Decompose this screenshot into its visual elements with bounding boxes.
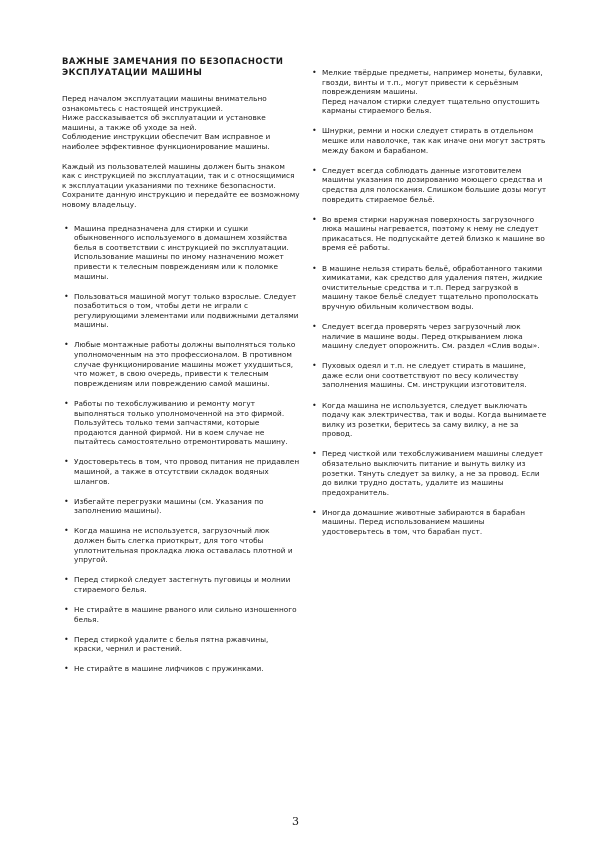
list-item-text: • Перед стиркой удалите с белья пятна ржавчины, краски, чернил и растений. — [74, 634, 269, 654]
list-item-text: • Перед чисткой или техобслуживанием машины следует обязательно выключить питание и вынуть вилку из розетки. Тянуть следует за вилку, а не за провод. Если до вилки трудно достать, удалите из машины предохранитель. — [322, 449, 544, 497]
list-item — [62, 605, 300, 624]
list-item — [62, 340, 300, 388]
list-item-text: Использование машины по иному назначению может привести к телесным повреждениям или к поломке машины. — [74, 252, 284, 281]
title-line-1: ВАЖНЫЕ ЗАМЕЧАНИЯ ПО БЕЗОПАСНОСТИ — [62, 56, 284, 66]
list-item — [62, 635, 300, 654]
list-item — [310, 68, 548, 116]
list-item — [310, 264, 548, 312]
list-item — [62, 224, 300, 282]
list-item-text: • Удостоверьтесь в том, что провод питания не придавлен машиной, а также в отсутствии складок водяных шлангов. — [74, 457, 300, 486]
list-item-text: • Следует всегда проверять через загрузочный люк наличие в машине воды. Перед открыванием люка машину следует опорожнить. См. раздел «Слив воды». — [322, 321, 540, 351]
list-item-text: • Пуховых одеял и т.п. не следует стирать в машине, даже если они соответствуют по весу количеству заполнения машины. См. инструкции изготовителя. — [322, 361, 527, 390]
right-column — [310, 68, 548, 547]
list-item-text: • Не стирайте в машине лифчиков с пружинками. — [74, 664, 264, 674]
intro-paragraph — [62, 94, 300, 152]
list-item — [310, 361, 548, 390]
list-item — [62, 526, 300, 564]
list-item — [310, 215, 548, 253]
left-column — [62, 56, 300, 684]
intro-line: Перед началом эксплуатации машины внимательно ознакомьтесь с настоящей инструкцией. — [62, 94, 267, 113]
list-item-text: • Машина предназначена для стирки и сушки обыкновенного используемого в домашнем хозяйства белья в соответствии с инструкцией по эксплуатации. — [74, 223, 289, 252]
list-item-text: • Пользоваться машиной могут только взрослые. Следует позаботиться о том, чтобы дети не играли с регулирующими элементами или подвижными деталями машины. — [74, 291, 299, 330]
list-item-text: • Любые монтажные работы должны выполняться только уполномоченным на это профессионалом. В противном случае функционирование машины может ухудшиться, что может, в свою очередь, привести к телесным повреждениям или повреждению самой машины. — [74, 340, 296, 388]
title-line-2: ЭКСПЛУАТАЦИИ МАШИНЫ — [62, 66, 203, 77]
list-item — [62, 292, 300, 330]
list-item — [62, 497, 300, 516]
list-item — [310, 322, 548, 351]
list-item-text: • Когда машина не используется, следует выключать подачу как электричества, так и воды. Когда вынимаете вилку из розетки, беритесь за саму вилку, а не за провод. — [322, 400, 547, 439]
list-item-text: • В машине нельзя стирать бельё, обработанного такими химикатами, как средство для удаления пятен, жидкие очистительные средства и т.п. Перед загрузкой в машину такое бельё следует тщательно прополоскать вручную обильным количеством воды. — [322, 263, 543, 311]
list-item-text: • Иногда домашние животные забираются в барабан машины. Перед использованием машины удостоверьтесь в том, что барабан пуст. — [322, 507, 526, 537]
right-bullet-list — [310, 68, 548, 537]
list-item — [62, 457, 300, 486]
list-item — [310, 166, 548, 204]
page-title — [62, 56, 300, 77]
list-item-text: • Мелкие твёрдые предметы, например монеты, булавки, гвозди, винты и т.п., могут привести к серьёзным повреждениям машины. — [322, 68, 543, 97]
page-number: 3 — [292, 815, 299, 828]
list-item-text: • Шнурки, ремни и носки следует стирать в отдельном мешке или наволочке, так как иначе они могут застрять между баком и барабаном. — [322, 126, 546, 155]
list-item-text: • Следует всегда соблюдать данные изготовителем машины указания по дозированию моющего средства и средства для полоскания. Слишком большие дозы могут повредить стираемое бельё. — [322, 165, 547, 204]
list-item — [310, 126, 548, 155]
list-item — [310, 401, 548, 439]
left-bullet-list — [62, 224, 300, 674]
list-item — [310, 508, 548, 537]
intro-line: Ниже рассказывается об эксплуатации и установке машины, а также об уходе за ней. — [62, 113, 266, 132]
intro-paragraph-2: Каждый из пользователей машины должен быть знаком как с инструкцией по эксплуатации, так и с относящимися к эксплуатации указаниями по технике безопасности. Сохраните данную инструкцию и передайте ее возможному новому владельцу. — [62, 161, 300, 209]
list-item-text: • Перед стиркой следует застегнуть пуговицы и молнии стираемого белья. — [74, 575, 291, 594]
list-item-text: Перед началом стирки следует тщательно опустошить карманы стираемого белья. — [322, 96, 540, 116]
list-item — [310, 449, 548, 497]
list-item — [62, 664, 300, 674]
list-item — [62, 575, 300, 594]
list-item-text: • Во время стирки наружная поверхность загрузочного люка машины нагревается, поэтому к нему не следует прикасаться. Не подпускайте детей близко к машине во время её работы. — [322, 214, 545, 253]
list-item-text: • Работы по техобслуживанию и ремонту могут выполняться только уполномоченной на это фирмой. Пользуйтесь только теми запчастями, которые продаются данной фирмой. Ни в коем случае не пытайтесь самостоятельно отремонтировать машину. — [74, 398, 288, 447]
list-item-text: • Когда машина не используется, загрузочный люк должен быть слегка приоткрыт, для того чтобы уплотнительная прокладка люка оставалась плотной и упругой. — [74, 526, 293, 565]
list-item — [62, 399, 300, 447]
intro-line: Соблюдение инструкции обеспечит Вам исправное и наиболее эффективное функционирование машины. — [62, 132, 271, 151]
list-item-text: • Избегайте перегрузки машины (см. Указания по заполнению машины). — [74, 496, 264, 516]
list-item-text: • Не стирайте в машине рваного или сильно изношенного белья. — [74, 604, 297, 624]
